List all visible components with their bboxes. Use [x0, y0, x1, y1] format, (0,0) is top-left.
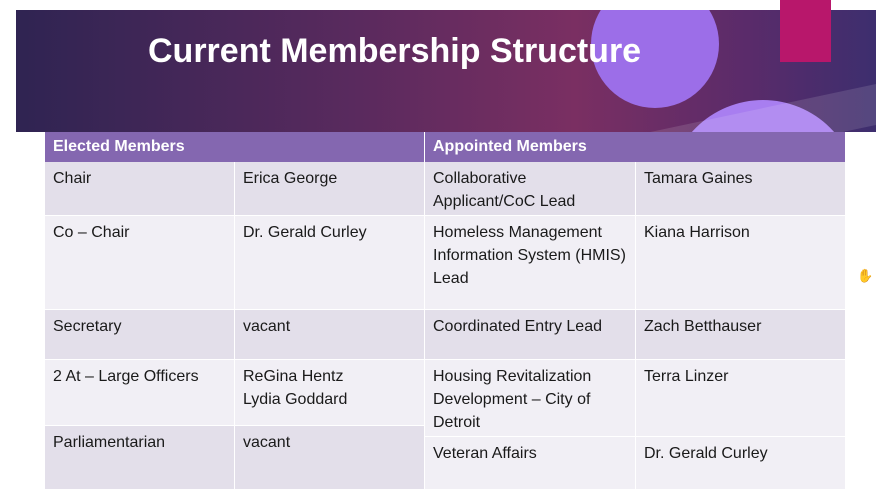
elected-members-header: Elected Members — [45, 132, 425, 162]
table-cell-name: Tamara Gaines — [636, 162, 846, 216]
table-cell-role: Parliamentarian — [45, 426, 235, 490]
table-cell-name: Kiana Harrison — [636, 216, 846, 310]
table-cell-role: Secretary — [45, 310, 235, 360]
table-cell-name: Terra Linzer — [636, 360, 846, 437]
accent-tab — [780, 0, 831, 62]
column-divider — [424, 132, 425, 490]
table-cell-role: Veteran Affairs — [425, 437, 636, 490]
table-cell-role: Housing Revitalization Development – City of Detroit — [425, 360, 636, 437]
table-cell-role: 2 At – Large Officers — [45, 360, 235, 426]
table-cell-name: vacant — [235, 426, 425, 490]
table-cell-role: Co – Chair — [45, 216, 235, 310]
table-cell-role: Homeless Management Information System (HMIS) Lead — [425, 216, 636, 310]
table-cell-role: Collaborative Applicant/CoC Lead — [425, 162, 636, 216]
table-cell-name: vacant — [235, 310, 425, 360]
appointed-members-header: Appointed Members — [425, 132, 846, 162]
table-cell-name: Dr. Gerald Curley — [636, 437, 846, 490]
table-cell-role: Coordinated Entry Lead — [425, 310, 636, 360]
slide-title: Current Membership Structure — [148, 32, 642, 70]
table-cell-name: Dr. Gerald Curley — [235, 216, 425, 310]
slide-header-banner — [16, 10, 876, 132]
table-cell-name: Zach Betthauser — [636, 310, 846, 360]
membership-table — [45, 132, 846, 490]
hand-cursor-icon: ✋ — [857, 268, 874, 283]
table-cell-role: Chair — [45, 162, 235, 216]
table-cell-name: ReGina Hentz Lydia Goddard — [235, 360, 425, 426]
table-cell-name: Erica George — [235, 162, 425, 216]
